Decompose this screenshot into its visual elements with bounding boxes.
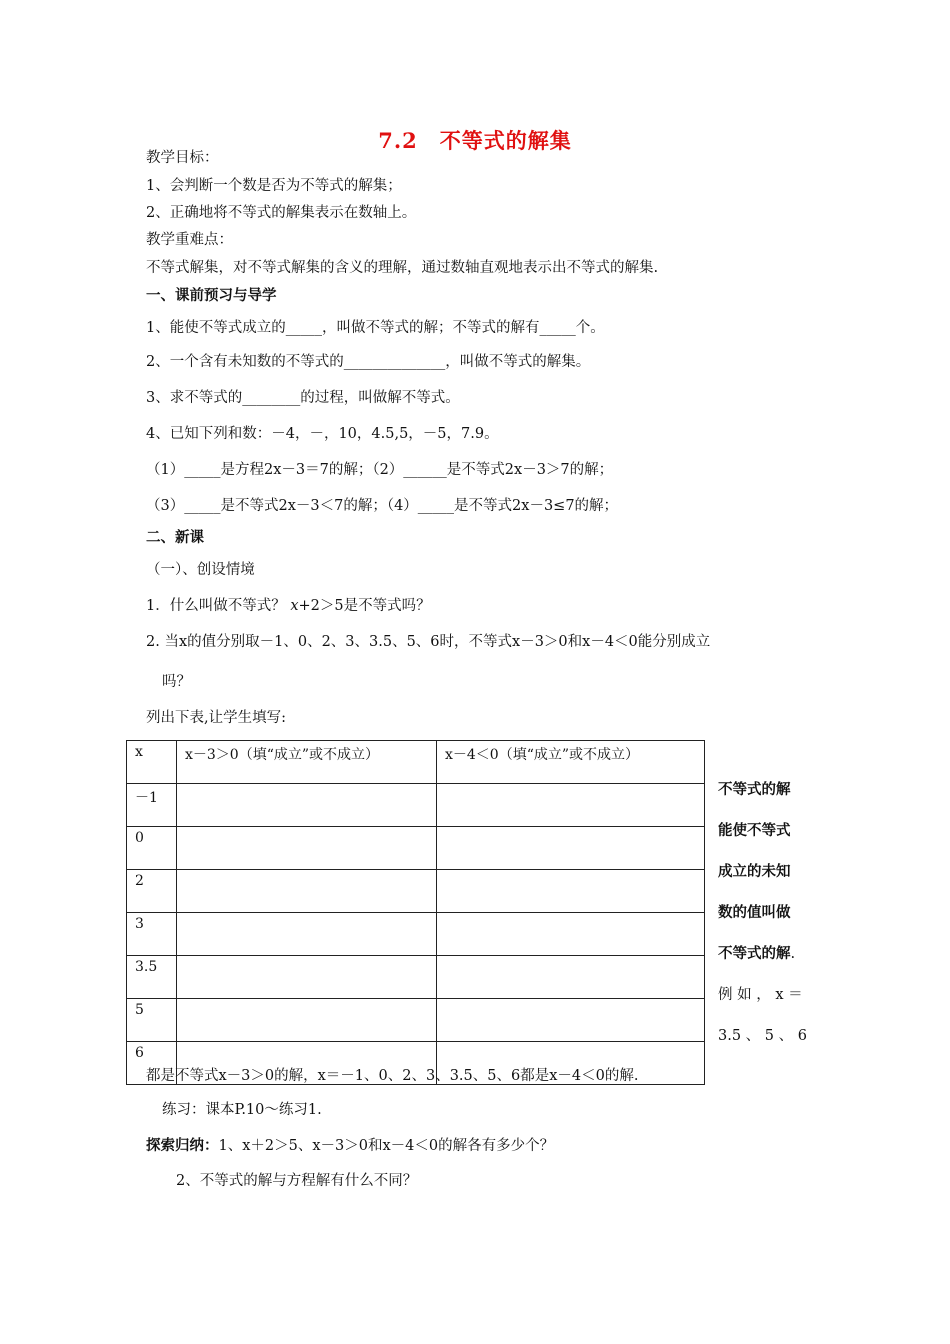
side-note-period: . [790,946,796,962]
key-points-text: 不等式解集，对不等式解集的含义的理解，通过数轴直观地表示出不等式的解集. [146,260,659,276]
side-note-line: 成立的未知 [718,863,791,880]
question-1-part2: +2＞5是不等式吗？ [298,598,431,614]
objectives-label: 教学目标： [146,150,219,166]
table-header-x: x [127,741,177,784]
table-cell-blank [177,999,437,1042]
explore-line-1 [146,1136,554,1156]
table-cell-blank [177,827,437,870]
table-row [127,913,705,956]
side-note-line: 不等式的解 [718,781,791,798]
page-title: 7.2 不等式的解集 [378,128,572,153]
table-cell-x: 3 [127,913,177,956]
table-cell-x: 6 [127,1042,177,1085]
table-intro: 列出下表,让学生填写: [146,710,286,726]
subsection-heading: （一）、创设情境 [146,562,255,578]
objective-1: 1、会判断一个数是否为不等式的解集； [146,178,402,194]
practice-text: 练习：课本P.10～练习1. [162,1102,322,1118]
table-cell-blank [177,913,437,956]
table-cell-x: 0 [127,827,177,870]
preview-item-4b: （3）_____是不等式2x－3＜7的解；（4）_____是不等式2x－3≤7的解； [146,498,619,514]
side-note [718,769,808,1057]
table-row [127,999,705,1042]
section2-heading: 二、新课 [146,529,204,546]
explore-question-2: 2、不等式的解与方程解有什么不同？ [176,1173,418,1189]
question-1 [146,596,431,616]
side-note-bold-text: 不等式的解 [718,945,791,962]
after-table-text: 都是不等式x－3＞0的解，x＝－1、0、2、3、3.5、5、6都是x－4＜0的解. [146,1068,639,1084]
preview-item-4a: （1）_____是方程2x－3＝7的解；（2）______是不等式2x－3＞7的解； [146,462,614,478]
table-cell-blank [177,956,437,999]
key-points-label: 教学重难点： [146,232,233,248]
table-cell-x: －1 [127,784,177,827]
fill-in-table [126,740,705,1085]
table-cell-blank [437,999,705,1042]
side-note-line: 能使不等式 [718,822,791,839]
preview-item-4: 4、已知下列和数：－4，－，10，4.5,5，－5，7.9。 [146,426,499,442]
preview-item-3: 3、求不等式的________的过程，叫做解不等式。 [146,390,460,406]
side-note-line: 数的值叫做 [718,904,791,921]
explore-label: 探索归纳： [146,1137,219,1154]
table-row [127,956,705,999]
table-cell-blank [437,870,705,913]
table-cell-blank [437,827,705,870]
table-header-x-minus-4: x－4＜0（填“成立”或不成立） [437,741,705,784]
side-note-line: 3.5 、 5 、 6 [718,1028,807,1044]
table-cell-x: 3.5 [127,956,177,999]
side-note-line: 例 如 ， x ＝ [718,987,803,1003]
table-header-x-minus-3: x－3＞0（填“成立”或不成立） [177,741,437,784]
table-cell-blank [437,784,705,827]
side-note-line [718,933,808,975]
question-2-line2: 吗？ [162,674,191,690]
preview-item-1: 1、能使不等式成立的_____，叫做不等式的解；不等式的解有_____个。 [146,320,605,336]
table-cell-blank [437,956,705,999]
table-cell-x: 5 [127,999,177,1042]
question-2-line1: 2. 当x的值分别取－1、0、2、3、3.5、5、6时，不等式x－3＞0和x－4＜0能分别成立 [146,634,711,650]
preview-item-2: 2、一个含有未知数的不等式的______________，叫做不等式的解集。 [146,354,591,370]
table-row [127,784,705,827]
question-1-part1: 1．什么叫做不等式？ [146,598,291,614]
table-row [127,827,705,870]
section1-heading: 一、课前预习与导学 [146,287,277,304]
table-header-row [127,741,705,784]
table-cell-blank [177,784,437,827]
explore-question-1: 1、x＋2＞5、x－3＞0和x－4＜0的解各有多少个？ [218,1138,555,1154]
table-cell-blank [437,913,705,956]
table-cell-x: 2 [127,870,177,913]
table-cell-blank [177,870,437,913]
table-row [127,870,705,913]
objective-2: 2、正确地将不等式的解集表示在数轴上。 [146,205,417,221]
question-1-variable: x [290,598,299,614]
